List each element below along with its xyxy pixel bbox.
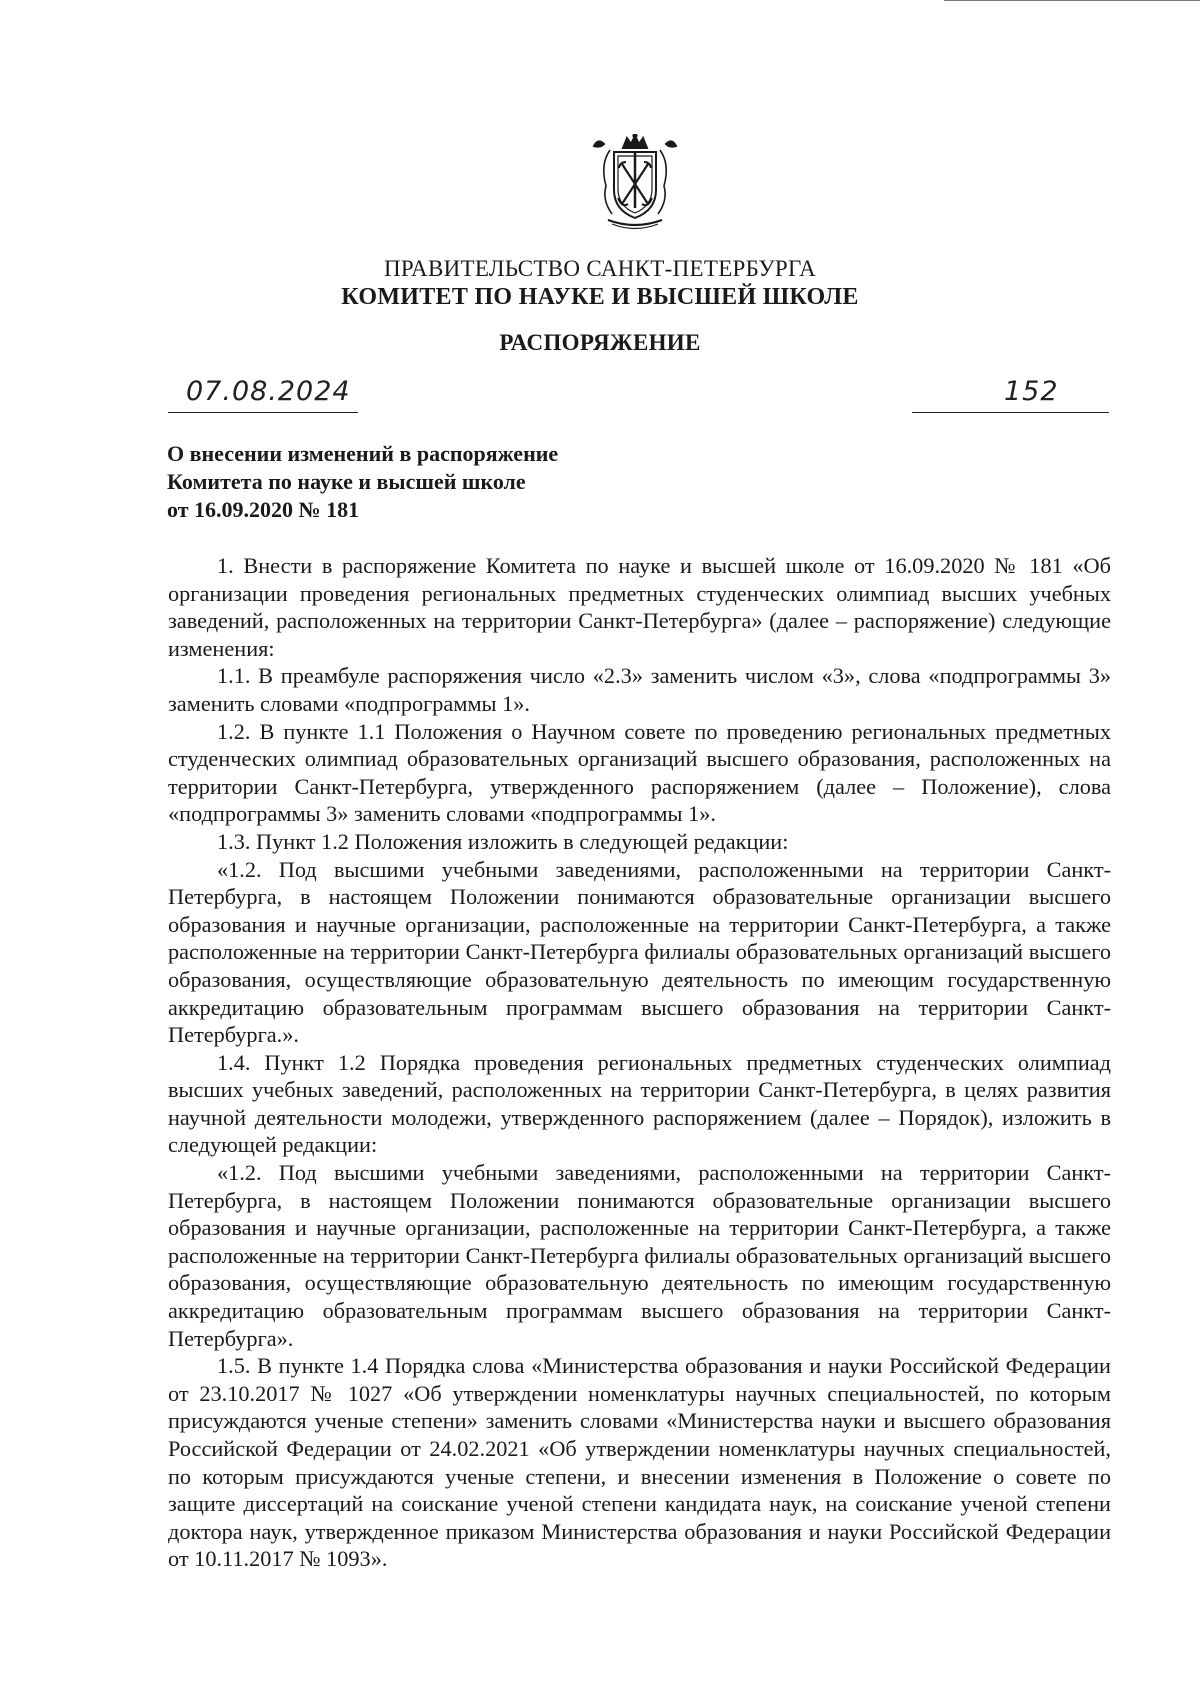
scan-edge-line	[944, 0, 1200, 1]
subject-line: Комитета по науке и высшей школе	[167, 469, 526, 494]
date-field	[168, 376, 358, 413]
paragraph: 1.3. Пункт 1.2 Положения изложить в следующей редакции:	[217, 828, 789, 854]
paragraph: 1. Внести в распоряжение Комитета по науке и высшей школе от 16.09.2020 № 181 «Об организации проведения региональных предметных студенческих олимпиад высших учебных заведений, расположенных на территории Санкт-Петербурга» (далее – распоряжение) следующие изменения:	[168, 553, 1111, 661]
handwritten-date: 07.08.2024	[186, 376, 351, 407]
number-field	[912, 376, 1109, 413]
government-name: ПРАВИТЕЛЬСТВО САНКТ-ПЕТЕРБУРГА	[383, 256, 817, 281]
subject-line: О внесении изменений в распоряжение	[167, 441, 559, 466]
paragraph: 1.4. Пункт 1.2 Порядка проведения региональных предметных студенческих олимпиад высших учебных заведений, расположенных на территории Санкт-Петербурга, в целях развития научной деятельности молодежи, утвержденного распоряжением (далее – Порядок), изложить в следующей редакции:	[168, 1049, 1111, 1158]
subject-line: от 16.09.2020 № 181	[167, 497, 360, 522]
document-body	[168, 552, 1111, 1573]
paragraph: 1.5. В пункте 1.4 Порядка слова «Министерства образования и науки Российской Федерации от 23.10.2017 № 1027 «Об утверждении номенклатуры научных специальностей, по которым присуждаются ученые степени» заменить словами «Министерства науки и высшего образования Российской Федерации от 24.02.2021 «Об утверждении номенклатуры научных специальностей, по которым присуждаются ученые степени, и внесении изменения в Положение о совете по защите диссертаций на соискание ученой степени кандидата наук, на соискание ученой степени доктора наук, утвержденное приказом Министерства образования и науки Российской Федерации от 10.11.2017 № 1093».	[168, 1353, 1111, 1572]
paragraph: 1.2. В пункте 1.1 Положения о Научном совете по проведению региональных предметных студенческих олимпиад образовательных организаций высшего образования, расположенных на территории Санкт-Петербурга, утвержденного распоряжением (далее – Положение), слова «подпрограммы 3» заменить словами «подпрограммы 1».	[168, 718, 1111, 827]
committee-name: КОМИТЕТ ПО НАУКЕ И ВЫСШЕЙ ШКОЛЕ	[341, 284, 859, 310]
document-type: РАСПОРЯЖЕНИЕ	[499, 330, 701, 355]
paragraph: 1.1. В преамбуле распоряжения число «2.3» заменить числом «3», слова «подпрограммы 3» заменить словами «подпрограммы 1».	[168, 663, 1111, 716]
coat-of-arms-icon	[590, 134, 680, 230]
document-subject	[167, 440, 687, 524]
paragraph: «1.2. Под высшими учебными заведениями, расположенными на территории Санкт-Петербурга, в настоящем Положении понимаются образовательные организации высшего образования и научные организации, расположенные на территории Санкт-Петербурга, а также расположенные на территории Санкт-Петербурга филиалы образовательных организаций высшего образования, осуществляющие образовательную деятельность по имеющим государственную аккредитацию образовательным программам высшего образования на территории Санкт-Петербурга.».	[168, 856, 1111, 1048]
paragraph: «1.2. Под высшими учебными заведениями, расположенными на территории Санкт-Петербурга, в настоящем Положении понимаются образовательные организации высшего образования и научные организации, расположенные на территории Санкт-Петербурга, а также расположенные на территории Санкт-Петербурга филиалы образовательных организаций высшего образования, осуществляющие образовательную деятельность по имеющим государственную аккредитацию образовательным программам высшего образования на территории Санкт-Петербурга».	[168, 1160, 1111, 1351]
handwritten-number: 152	[1004, 376, 1059, 407]
